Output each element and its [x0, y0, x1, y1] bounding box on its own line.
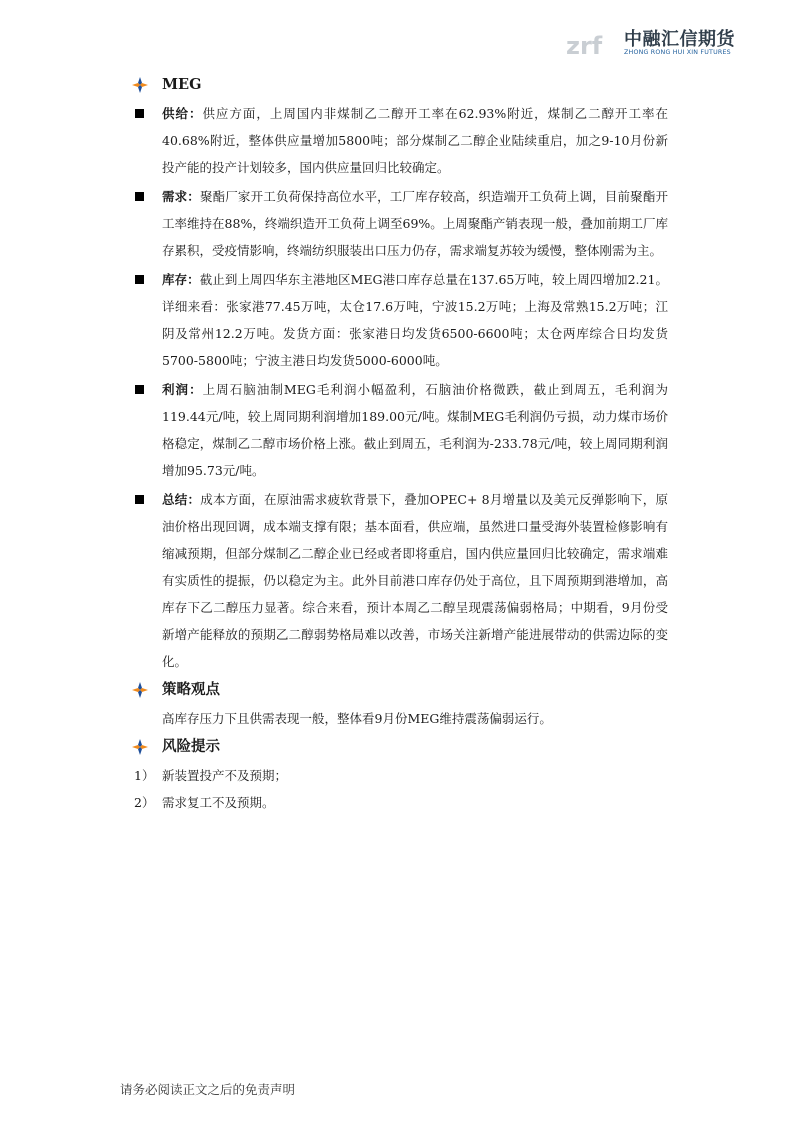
compass-bullet-icon [132, 682, 148, 698]
section-title-meg: MEG [162, 76, 202, 93]
risk-item-text: 需求复工不及预期。 [162, 795, 275, 810]
bullet-text: 成本方面，在原油需求疲软背景下，叠加OPEC+ 8月增量以及美元反弹影响下，原油价格出现回调，成本端支撑有限；基本面看，供应端，虽然进口量受海外装置检修影响有缩减预期，但部分煤制乙二醇企业已经或者即将重启，国内供应量回归比较确定，需求端难有实质性的提振，仍以稳定为主。此外目前港口库存仍处于高位，且下周预期到港增加，高库存下乙二醇压力显著。综合来看，预计本周乙二醇呈现震荡偏弱格局；中期看，9月份受新增产能释放的预期乙二醇弱势格局难以改善，市场关注新增产能进展带动的供需边际的变化。 [162, 492, 668, 669]
section-heading-strategy [128, 677, 668, 703]
bullet-summary [128, 486, 668, 675]
square-bullet-icon [135, 495, 144, 504]
compass-bullet-icon [132, 739, 148, 755]
disclaimer-footer: 请务必阅读正文之后的免责声明 [120, 1082, 296, 1097]
company-logo [566, 18, 756, 62]
risk-item-number: 1） [134, 768, 155, 783]
risk-item-text: 新装置投产不及预期； [162, 768, 288, 783]
bullet-label: 利润： [162, 382, 203, 397]
bullet-profit [128, 376, 668, 484]
section-title-risk: 风险提示 [162, 739, 220, 755]
logo-name-en: ZHONG RONG HUI XIN FUTURES [624, 49, 731, 56]
compass-bullet-icon [132, 77, 148, 93]
logo-name-cn: 中融汇信期货 [624, 29, 735, 50]
bullet-label: 供给： [162, 106, 203, 121]
square-bullet-icon [135, 275, 144, 284]
square-bullet-icon [135, 385, 144, 394]
bullet-text: 供应方面，上周国内非煤制乙二醇开工率在62.93%附近，煤制乙二醇开工率在40.68%附近，整体供应量增加5800吨；部分煤制乙二醇企业陆续重启，加之9-10月份新投产能的投产计划较多，国内供应量回归比较确定。 [162, 106, 668, 175]
logo-mark-icon [566, 18, 622, 62]
bullet-label: 总结： [162, 492, 201, 507]
bullet-text: 聚酯厂家开工负荷保持高位水平，工厂库存较高，织造端开工负荷上调，目前聚酯开工率维持在88%，终端织造开工负荷上调至69%。上周聚酯产销表现一般，叠加前期工厂库存累积，受疫情影响，终端纺织服装出口压力仍存，需求端复苏较为缓慢，整体刚需为主。 [162, 189, 668, 258]
bullet-supply [128, 100, 668, 181]
risk-item-number: 2） [134, 795, 155, 810]
strategy-text: 高库存压力下且供需表现一般，整体看9月份MEG维持震荡偏弱运行。 [162, 711, 552, 726]
bullet-inventory [128, 266, 668, 374]
bullet-text: 上周石脑油制MEG毛利润小幅盈利，石脑油价格微跌，截止到周五，毛利润为119.44元/吨，较上周同期利润增加189.00元/吨。煤制MEG毛利润仍亏损，动力煤市场价格稳定，煤制乙二醇市场价格上涨。截止到周五，毛利润为-233.78元/吨，较上周同期利润增加95.73元/吨。 [162, 382, 668, 478]
bullet-demand [128, 183, 668, 264]
section-heading-meg [128, 72, 668, 98]
section-title-strategy: 策略观点 [162, 682, 220, 698]
square-bullet-icon [135, 109, 144, 118]
bullet-label: 需求： [162, 189, 200, 204]
report-body [128, 72, 668, 816]
logo-mark-letters: zrf [566, 32, 603, 60]
bullet-label: 库存： [162, 272, 200, 287]
risk-item [128, 762, 668, 789]
risk-item [128, 789, 668, 816]
square-bullet-icon [135, 192, 144, 201]
bullet-text: 截止到上周四华东主港地区MEG港口库存总量在137.65万吨，较上周四增加2.21。详细来看：张家港77.45万吨，太仓17.6万吨，宁波15.2万吨；上海及常熟15.2万吨；江阴及常州12.2万吨。发货方面：张家港日均发货6500-6600吨；太仓两库综合日均发货5700-5800吨；宁波主港日均发货5000-6000吨。 [162, 272, 668, 368]
section-heading-risk [128, 734, 668, 760]
